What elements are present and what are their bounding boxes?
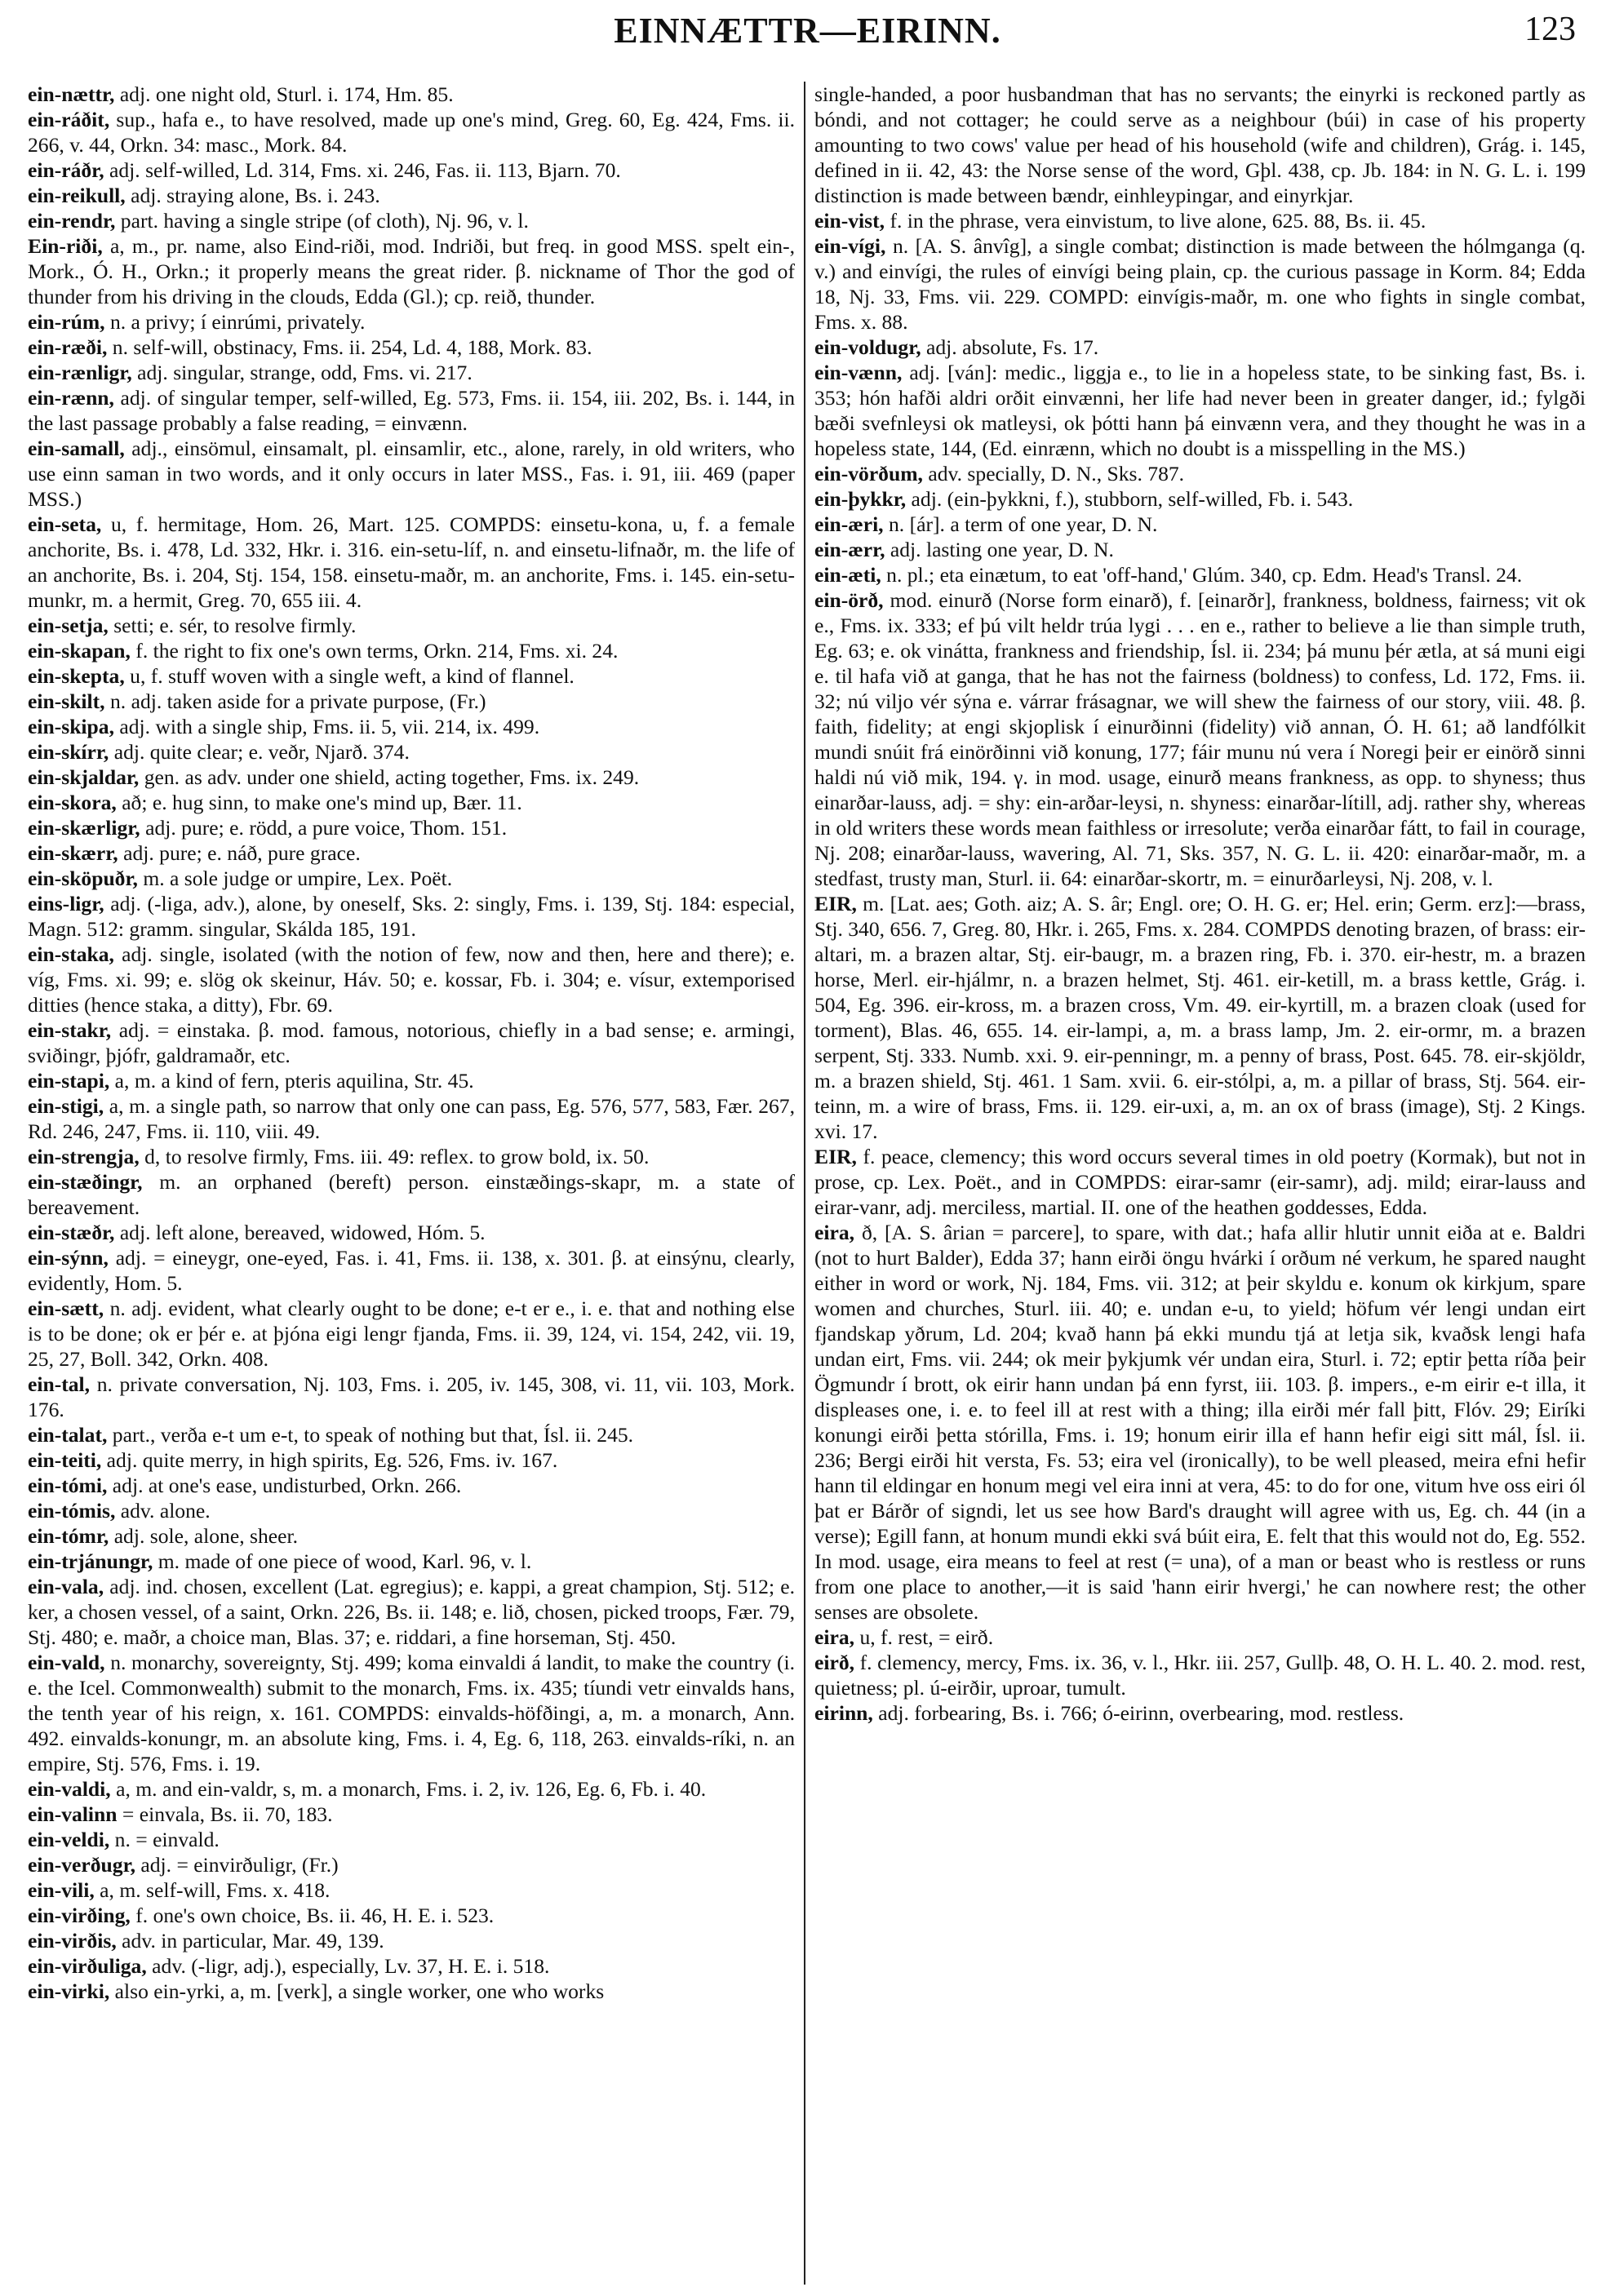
entry-body: m. an orphaned (bereft) person. einstæðings-skapr, m. a state of bereavement. (28, 1170, 795, 1219)
entry-body: u, f. rest, = eirð. (859, 1625, 994, 1649)
entry-headword: ein-stæðr, (28, 1221, 115, 1244)
entry-headword: ein-vænn, (814, 361, 903, 384)
dictionary-entry (814, 891, 1586, 1144)
entry-body: a, m., pr. name, also Eind-riði, mod. Indriði, but freq. in good MSS. spelt ein-, Mork., Ó. H., Orkn.; it properly means the great rider. β. nickname of Thor the god of thunder from his driving in the clouds, Edda (Gl.); cp. reið, thunder. (28, 234, 795, 308)
entry-headword: ein-skepta, (28, 664, 125, 688)
entry-headword: ein-tómis, (28, 1499, 116, 1523)
entry-headword: ein-ráðr, (28, 158, 104, 182)
entry-headword: eirð, (814, 1651, 855, 1674)
entry-body: adj. of singular temper, self-willed, Eg. 573, Fms. ii. 154, iii. 202, Bs. i. 144, in the last passage probably a false reading, = einvænn. (28, 386, 795, 435)
entry-headword: ein-stigi, (28, 1094, 104, 1118)
entry-headword: ein-staka, (28, 942, 114, 966)
dictionary-entry (814, 335, 1586, 360)
entry-body: setti; e. sér, to resolve firmly. (113, 614, 357, 637)
running-title: EINNÆTTR—EIRINN. (614, 11, 1001, 51)
entry-body: a, m. a kind of fern, pteris aquilina, Str. 45. (114, 1069, 474, 1093)
entry-body: f. peace, clemency; this word occurs several times in old poetry (Kormak), but not in prose, cp. Lex. Poët., and in COMPDS: eirar-samr (eir-samr), adj. mild; eirar-lauss and eirar-vanr, adj. merciless, martial. II. one of the heathen goddesses, Edda. (814, 1145, 1586, 1219)
entry-headword: ein-rænn, (28, 386, 114, 410)
entry-headword: ein-valdi, (28, 1777, 111, 1801)
column-divider (804, 82, 805, 2285)
entry-headword: eins-ligr, (28, 892, 104, 915)
entry-body: n. private conversation, Nj. 103, Fms. i. 205, iv. 145, 308, vi. 11, vii. 103, Mork. 176. (28, 1372, 795, 1421)
entry-headword: ein-vist, (814, 209, 885, 233)
entry-body: adj. sole, alone, sheer. (113, 1524, 298, 1548)
dictionary-entry (28, 1877, 795, 1903)
dictionary-entry (814, 82, 1586, 208)
dictionary-entry (28, 1296, 795, 1372)
entry-headword: ein-reikull, (28, 184, 126, 207)
dictionary-entry (28, 1953, 795, 1979)
entry-body: n. [A. S. ânvîg], a single combat; distinction is made between the hólmganga (q. v.) and einvígi, the rules of einvígi being plain, cp. the curious passage in Korm. 84; Edda 18, Nj. 33, Fms. vii. 229. COMPD: einvígis-maðr, m. one who fights in single combat, Fms. x. 88. (814, 234, 1586, 334)
entry-body: n. adj. evident, what clearly ought to be done; e-t er e., i. e. that and nothing else is to be done; ok er þér e. at þjóna eigi lengr fjanda, Fms. ii. 39, 124, vi. 154, 242, vii. 19, 25, 27, Boll. 342, Orkn. 408. (28, 1296, 795, 1371)
entry-body: d, to resolve firmly, Fms. iii. 49: reflex. to grow bold, ix. 50. (144, 1145, 650, 1168)
dictionary-entry (28, 1245, 795, 1296)
entry-headword: ein-rendr, (28, 209, 116, 233)
entry-body: adj. left alone, bereaved, widowed, Hóm. 5. (119, 1221, 486, 1244)
dictionary-entry (814, 1144, 1586, 1220)
entry-body: adj. (-liga, adv.), alone, by oneself, Sks. 2: singly, Fms. i. 139, Stj. 184: especial, Magn. 512: gramm. singular, Skálda 185, 191. (28, 892, 795, 941)
dictionary-entry (28, 866, 795, 891)
entry-headword: ein-tal, (28, 1372, 91, 1396)
right-column (814, 82, 1586, 2280)
entry-headword: ein-vígi, (814, 234, 886, 258)
entry-headword: ein-sköpuðr, (28, 867, 138, 890)
dictionary-entry (814, 1650, 1586, 1700)
entry-headword: ein-virðuliga, (28, 1954, 147, 1978)
entry-headword: ein-tómi, (28, 1474, 108, 1497)
entry-body: ð, [A. S. ârian = parcere], to spare, with dat.; hafa allir hlutir unnit eiða at e. Baldri (not to hurt Balder), Edda 37; hann eirði öngu hvárki í orðum né verkum, he spared naught either in word or work, Nj. 184, Fms. vii. 312; at þeir skyldu e. konum ok kirkjum, spare women and churches, Sturl. iii. 40; e. undan e-u, to yield; höfum vér lengi undan eirt fjandskap yðrum, Ld. 204; kvað hann þá ekki mundu tjá at letja sik, kvaðsk lengi hafa undan eirt, Fms. vii. 244; ok meir þykjumk vér undan eira, Sturl. i. 72; eptir þetta ríða þeir Ögmundr í brott, ok eirir hann undan þá enn fyrst, iii. 103. β. impers., e-m eirir e-t illa, it displeases one, i. e. to feel ill at rest with a thing; illa eirði mér fall þitt, Flóv. 29; Eiríki konungi eirði þetta stórilla, Fms. i. 19; honum eirir illa ef hann hefir eigi sitt mál, Ísl. ii. 236; Bergi eirði hit versta, Fs. 53; eira vel (ironically), to be well pleased, meira efni hefir hann til eldingar en honum megi vel eira inni at vera, 45: to do for one, vitum hve oss eiri ól þat er Bárðr of signdi, let us see how Bard's draught will agree with us, Eg. ch. 44 (in a verse); Egill fann, at honum mundi ekki svá búit eira, E. felt that this would not do, Eg. 552. In mod. usage, eira means to feel at rest (= una), of a man or beast who is restless or runs from one place to another,—it is said 'hann eirir hvergi,' he can nowhere rest; the other senses are obsolete. (814, 1221, 1586, 1624)
dictionary-entry (28, 1574, 795, 1650)
entry-headword: ein-virki, (28, 1979, 110, 2003)
dictionary-entry (28, 1093, 795, 1144)
entry-body: m. made of one piece of wood, Karl. 96, v. l. (158, 1549, 532, 1573)
entry-body: að; e. hug sinn, to make one's mind up, Bær. 11. (122, 791, 522, 814)
entry-body: adj. = einstaka. β. mod. famous, notorious, chiefly in a bad sense; e. armingi, sviðingr, þjófr, galdramaðr, etc. (28, 1018, 795, 1067)
entry-headword: ein-teiti, (28, 1448, 102, 1472)
entry-body: adj. = eineygr, one-eyed, Fas. i. 41, Fms. ii. 138, x. 301. β. at einsýnu, clearly, evidently, Hom. 5. (28, 1246, 795, 1295)
entry-headword: ein-örð, (814, 588, 884, 612)
entry-body: adv. in particular, Mar. 49, 139. (122, 1929, 384, 1952)
dictionary-entry (28, 360, 795, 385)
entry-body: adj. absolute, Fs. 17. (926, 335, 1099, 359)
entry-body: adj. single, isolated (with the notion of few, now and then, here and there); e. víg, Fms. xi. 99; e. slög ok skeinur, Háv. 50; e. kossar, Fb. i. 304; e. vísur, extemporised ditties (hence staka, a ditty), Fbr. 69. (28, 942, 795, 1017)
entry-body: f. the right to fix one's own terms, Orkn. 214, Fms. xi. 24. (135, 639, 619, 663)
entry-body: adj. lasting one year, D. N. (890, 538, 1114, 561)
dictionary-entry (28, 1372, 795, 1422)
dictionary-entry (28, 309, 795, 335)
dictionary-entry (28, 739, 795, 765)
dictionary-entry (28, 638, 795, 663)
entry-body: sup., hafa e., to have resolved, made up one's mind, Greg. 60, Eg. 424, Fms. ii. 266, v. 44, Orkn. 34: masc., Mork. 84. (28, 108, 795, 157)
entry-body: adj. [ván]: medic., liggja e., to lie in a hopeless state, to be sinking fast, Bs. i. 353; hón hafði aldri orðit einvænni, her life had never been in greater danger, id.; fylgði bæði svefnleysi ok matleysi, ok þótti hann þá einvænn vera, and they thought he was in a hopeless state, 144, (Ed. einrænn, which no doubt is a misspelling in the MS.) (814, 361, 1586, 460)
dictionary-entry (28, 183, 795, 208)
dictionary-entry (28, 1549, 795, 1574)
entry-body: n. a privy; í einrúmi, privately. (109, 310, 366, 334)
dictionary-entry (28, 1903, 795, 1928)
entry-headword: ein-stakr, (28, 1018, 112, 1042)
dictionary-entry (28, 613, 795, 638)
dictionary-entry (814, 1624, 1586, 1650)
dictionary-entry (28, 1017, 795, 1068)
entry-headword: ein-skírr, (28, 740, 109, 764)
entry-headword: ein-rúm, (28, 310, 105, 334)
dictionary-entry (28, 1827, 795, 1852)
entry-body: adj. quite clear; e. veðr, Njarð. 374. (113, 740, 410, 764)
dictionary-entry (28, 1928, 795, 1953)
entry-body: f. clemency, mercy, Fms. ix. 36, v. l., Hkr. iii. 257, Gullþ. 48, O. H. L. 40. 2. mod. rest, quietness; pl. ú-eirðir, uproar, tumult. (814, 1651, 1586, 1700)
entry-body: adj. (ein-þykkni, f.), stubborn, self-willed, Fb. i. 543. (911, 487, 1354, 511)
entry-body: part. having a single stripe (of cloth), Nj. 96, v. l. (120, 209, 529, 233)
entry-headword: ein-veldi, (28, 1828, 110, 1851)
entry-headword: ein-stapi, (28, 1069, 110, 1093)
entry-body: gen. as adv. under one shield, acting together, Fms. ix. 249. (144, 765, 640, 789)
dictionary-entry (28, 1447, 795, 1473)
entry-headword: ein-ráðit, (28, 108, 110, 131)
dictionary-entry (814, 1220, 1586, 1624)
dictionary-entry (28, 157, 795, 183)
dictionary-entry (28, 233, 795, 309)
dictionary-entry (28, 1802, 795, 1827)
entry-body: adj. one night old, Sturl. i. 174, Hm. 85. (119, 82, 454, 106)
entry-headword: eirinn, (814, 1701, 873, 1725)
dictionary-entry (814, 1700, 1586, 1726)
entry-body: adj. = einvirðuligr, (Fr.) (140, 1853, 339, 1877)
entry-headword: ein-virðis, (28, 1929, 117, 1952)
entry-body: a, m. a single path, so narrow that only one can pass, Eg. 576, 577, 583, Fær. 267, Rd. 246, 247, Fms. ii. 110, viii. 49. (28, 1094, 795, 1143)
entry-body: n. [ár]. a term of one year, D. N. (889, 512, 1158, 536)
entry-headword: EIR, (814, 1145, 857, 1168)
dictionary-entry (814, 360, 1586, 461)
entry-body: adj. pure; e. rödd, a pure voice, Thom. 151. (145, 816, 508, 840)
entry-headword: ein-strengja, (28, 1145, 140, 1168)
entry-body: adj. self-willed, Ld. 314, Fms. xi. 246, Fas. ii. 113, Bjarn. 70. (109, 158, 621, 182)
dictionary-entry (814, 233, 1586, 335)
dictionary-entry (28, 512, 795, 613)
entry-headword: ein-æti, (814, 563, 881, 587)
entry-headword: ein-stæðingr, (28, 1170, 143, 1194)
entry-body: part., verða e-t um e-t, to speak of nothing but that, Ísl. ii. 245. (112, 1423, 634, 1447)
entry-body: f. in the phrase, vera einvistum, to live alone, 625. 88, Bs. ii. 45. (890, 209, 1426, 233)
dictionary-entry (814, 537, 1586, 562)
dictionary-entry (28, 1144, 795, 1169)
entry-body: = einvala, Bs. ii. 70, 183. (122, 1802, 333, 1826)
entry-headword: ein-vörðum, (814, 462, 923, 485)
entry-body: n. monarchy, sovereignty, Stj. 499; koma einvaldi á landit, to make the country (i. e. the Icel. Commonwealth) submit to the monarch, Fms. ix. 435; tíundi vetr einvalds hans, the tenth year of his reign, x. 161. COMPDS: einvalds-höfðingi, a, m. a monarch, Ann. 492. einvalds-konungr, m. an absolute king, Fms. i. 4, Eg. 6, 118, 263. einvalds-ríki, n. an empire, Stj. 576, Fms. i. 19. (28, 1651, 795, 1775)
dictionary-entry (28, 790, 795, 815)
dictionary-entry (28, 891, 795, 942)
entry-headword: ein-skapan, (28, 639, 131, 663)
dictionary-entry (28, 1473, 795, 1498)
entry-body: n. adj. taken aside for a private purpose, (Fr.) (109, 689, 486, 713)
entry-body: adj. pure; e. náð, pure grace. (123, 841, 361, 865)
entry-headword: ein-trjánungr, (28, 1549, 153, 1573)
left-column (28, 82, 795, 2280)
entry-body: adj., einsömul, einsamalt, pl. einsamlir, etc., alone, rarely, in old writers, who use einn saman in two words, and it only occurs in later MSS., Fas. i. 91, iii. 469 (paper MSS.) (28, 437, 795, 511)
dictionary-entry (28, 385, 795, 436)
entry-body: adv. alone. (120, 1499, 211, 1523)
entry-headword: ein-talat, (28, 1423, 108, 1447)
dictionary-entry (28, 1776, 795, 1802)
dictionary-entry (28, 815, 795, 840)
dictionary-entry (28, 1068, 795, 1093)
entry-headword: ein-vald, (28, 1651, 105, 1674)
dictionary-entry (28, 1422, 795, 1447)
entry-body: n. pl.; eta einætum, to eat 'off-hand,' Glúm. 340, cp. Edm. Head's Transl. 24. (886, 563, 1523, 587)
dictionary-entry (28, 663, 795, 689)
dictionary-entry (28, 714, 795, 739)
entry-headword: ein-ærr, (814, 538, 885, 561)
dictionary-entry (28, 1979, 795, 2004)
entry-headword: eira, (814, 1625, 855, 1649)
dictionary-entry (28, 82, 795, 107)
entry-headword: ein-virðing, (28, 1904, 131, 1927)
entry-headword: ein-skora, (28, 791, 117, 814)
entry-body: adj. with a single ship, Fms. ii. 5, vii. 214, ix. 499. (119, 715, 540, 738)
dictionary-entry (28, 765, 795, 790)
entry-body: adj. forbearing, Bs. i. 766; ó-eirinn, overbearing, mod. restless. (878, 1701, 1404, 1725)
entry-headword: ein-samall, (28, 437, 125, 460)
entry-headword: ein-vala, (28, 1575, 104, 1598)
entry-body: adj. at one's ease, undisturbed, Orkn. 266. (112, 1474, 462, 1497)
entry-body: adj. quite merry, in high spirits, Eg. 526, Fms. iv. 167. (106, 1448, 558, 1472)
dictionary-entry (814, 461, 1586, 486)
entry-headword: ein-setja, (28, 614, 109, 637)
entry-headword: ein-verðugr, (28, 1853, 135, 1877)
dictionary-entry (814, 208, 1586, 233)
entry-headword: ein-þykkr, (814, 487, 907, 511)
entry-body: n. = einvald. (114, 1828, 220, 1851)
dictionary-entry (28, 1498, 795, 1523)
entry-headword: ein-ræði, (28, 335, 108, 359)
entry-headword: ein-voldugr, (814, 335, 921, 359)
entry-body: m. [Lat. aes; Goth. aiz; A. S. âr; Engl. ore; O. H. G. er; Hel. erin; Germ. erz]:—brass, Stj. 340, 656. 7, Greg. 80, Hkr. i. 265, Fms. x. 284. COMPDS denoting brazen, of brass: eir-altari, m. a brazen altar, Stj. eir-baugr, m. a brazen ring, Fb. i. 370. eir-hestr, m. a brazen horse, Merl. eir-hjálmr, n. a brazen helmet, Stj. 461. eir-ketill, m. a brass kettle, Grág. i. 504, Eg. 396. eir-kross, m. a brazen cross, Vm. 49. eir-kyrtill, m. a brazen cloak (used for torment), Blas. 46, 655. 14. eir-lampi, a, m. a brass lamp, Jm. 2. eir-ormr, m. a brazen serpent, Stj. 333. Numb. xxi. 9. eir-penningr, m. a penny of brass, Post. 645. 78. eir-skjöldr, m. a brazen shield, Stj. 461. 1 Sam. xvii. 6. eir-stólpi, a, m. a pillar of brass, Stj. 564. eir-teinn, m. a wire of brass, Fms. ii. 129. eir-uxi, a, m. an ox of brass (image), Stj. 2 Kings. xvi. 17. (814, 892, 1586, 1143)
dictionary-entry (28, 107, 795, 157)
entry-headword: ein-nættr, (28, 82, 115, 106)
entry-headword: EIR, (814, 892, 857, 915)
entry-body: adj. singular, strange, odd, Fms. vi. 217. (137, 361, 473, 384)
dictionary-entry (28, 942, 795, 1017)
entry-headword: ein-æri, (814, 512, 884, 536)
entry-body: u, f. hermitage, Hom. 26, Mart. 125. COMPDS: einsetu-kona, u, f. a female anchorite, Bs. i. 478, Ld. 332, Hkr. i. 316. ein-setu-líf, n. and einsetu-lifnaðr, m. the life of an anchorite, Bs. i. 204, Stj. 154, 158. einsetu-maðr, m. an anchorite, Fms. i. 145. ein-setu-munkr, m. a hermit, Greg. 70, 655 iii. 4. (28, 512, 795, 612)
entry-headword: ein-valinn (28, 1802, 118, 1826)
page-number: 123 (1524, 11, 1576, 48)
entry-body: also ein-yrki, a, m. [verk], a single worker, one who works (114, 1979, 605, 2003)
dictionary-entry (28, 1523, 795, 1549)
entry-headword: ein-sýnn, (28, 1246, 109, 1270)
entry-headword: ein-skipa, (28, 715, 114, 738)
entry-headword: ein-skjaldar, (28, 765, 140, 789)
entry-headword: ein-vili, (28, 1878, 95, 1902)
entry-body: f. one's own choice, Bs. ii. 46, H. E. i. 523. (135, 1904, 495, 1927)
entry-headword: ein-seta, (28, 512, 102, 536)
entry-headword: ein-skærligr, (28, 816, 140, 840)
entry-headword: ein-rænligr, (28, 361, 132, 384)
entry-body: adv. (-ligr, adj.), especially, Lv. 37, H. E. i. 518. (152, 1954, 550, 1978)
entry-headword: ein-sætt, (28, 1296, 104, 1320)
dictionary-entry (28, 689, 795, 714)
dictionary-entry (28, 436, 795, 512)
dictionary-entry (28, 335, 795, 360)
entry-headword: eira, (814, 1221, 855, 1244)
entry-body: adj. straying alone, Bs. i. 243. (131, 184, 380, 207)
dictionary-entry (28, 1220, 795, 1245)
entry-body: adv. specially, D. N., Sks. 787. (928, 462, 1185, 485)
entry-body: n. self-will, obstinacy, Fms. ii. 254, Ld. 4, 188, Mork. 83. (112, 335, 592, 359)
entry-body: a, m. self-will, Fms. x. 418. (100, 1878, 331, 1902)
entry-headword: ein-skilt, (28, 689, 105, 713)
dictionary-entry (814, 587, 1586, 891)
entry-headword: Ein-riði, (28, 234, 103, 258)
dictionary-entry (28, 208, 795, 233)
dictionary-entry (814, 562, 1586, 587)
entry-body: mod. einurð (Norse form einarð), f. [einarðr], frankness, boldness, fairness; vit ok e., Fms. ix. 333; ef þú vilt heldr trúa lygi . . . en e., rather to believe a lie than simple truth, Eg. 63; e. ok vinátta, frankness and friendship, Ísl. ii. 234; þá munu þér ætla, at sá muni eigi e. til hafa við at ganga, that he has not the fairness (boldness) to confess, Ld. 172, Fms. ii. 32; nú viljo vér sýna e. várrar frásagnar, we will shew the fairness of our story, viii. 48. β. faith, fidelity; at engi skjoplisk í einurðinni (fidelity) við annan, Ó. H. 61; að landfólkit mundi snúit frá einörðinni við konung, 177; fáir munu nú vera í Noregi þeir er einörð sinni haldi nú við mik, 194. γ. in mod. usage, einurð means frankness, as opp. to shyness; thus einarðar-lauss, adj. = shy: ein-arðar-leysi, n. shyness: einarðar-lítill, adj. rather shy, whereas in old writers these words mean faithless or irresolute; verða einarðar fátt, to fail in courage, Nj. 208; einarðar-lauss, wavering, Al. 71, Sks. 357, N. G. L. ii. 420: einarðar-maðr, m. a stedfast, trusty man, Sturl. ii. 64: einarðar-skortr, m. = einurðarleysi, Nj. 208, v. l. (814, 588, 1586, 890)
entry-body: single-handed, a poor husbandman that has no servants; the einyrki is reckoned partly as bóndi, and not cottager; he could serve as a neighbour (búi) in case of his property amounting to two cows' value per head of his household (wife and children), Grág. i. 145, defined in ii. 42, 43: the Norse sense of the word, Gþl. 438, cp. Jb. 184: in N. G. L. i. 199 distinction is made between bændr, einhleypingar, and einyrkjar. (814, 82, 1586, 207)
dictionary-entry (28, 1650, 795, 1776)
entry-body: m. a sole judge or umpire, Lex. Poët. (143, 867, 453, 890)
entry-body: u, f. stuff woven with a single weft, a kind of flannel. (130, 664, 575, 688)
entry-body: adj. ind. chosen, excellent (Lat. egregius); e. kappi, a great champion, Stj. 512; e. ker, a chosen vessel, of a saint, Orkn. 226, Bs. ii. 148; e. lið, chosen, picked troops, Fær. 79, Stj. 480; e. maðr, a choice man, Blas. 37; e. riddari, a fine horseman, Stj. 450. (28, 1575, 795, 1649)
entry-headword: ein-skærr, (28, 841, 118, 865)
dictionary-entry (814, 512, 1586, 537)
dictionary-entry (28, 1852, 795, 1877)
dictionary-entry (28, 1169, 795, 1220)
dictionary-entry (814, 486, 1586, 512)
dictionary-entry (28, 840, 795, 866)
page-header (0, 7, 1615, 65)
entry-body: a, m. and ein-valdr, s, m. a monarch, Fms. i. 2, iv. 126, Eg. 6, Fb. i. 40. (116, 1777, 707, 1801)
entry-headword: ein-tómr, (28, 1524, 109, 1548)
